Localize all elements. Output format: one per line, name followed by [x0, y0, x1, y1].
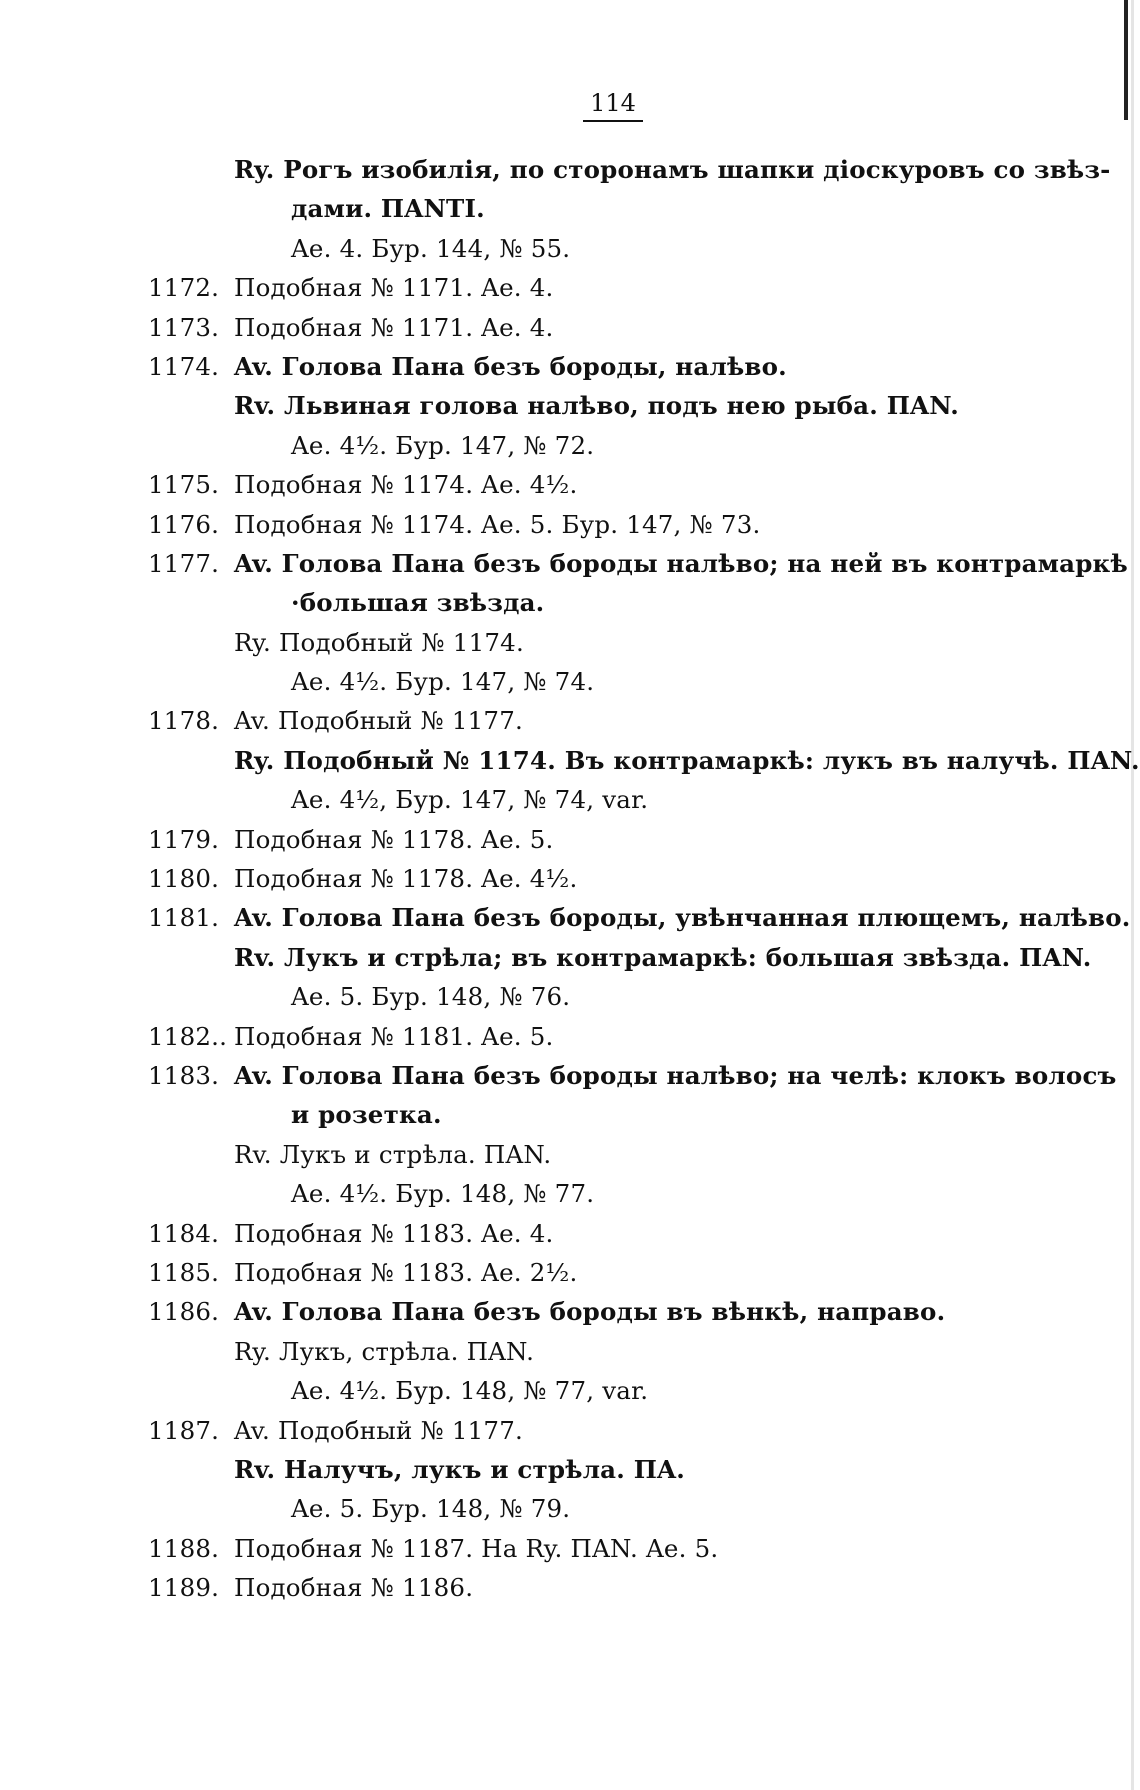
- entry-text: Ae. 5. Бур. 148, № 79.: [291, 1494, 571, 1524]
- entry-text: Ae. 4½. Бур. 147, № 74.: [291, 667, 595, 697]
- entry-text: Ry. Подобный № 1174.: [234, 627, 524, 657]
- entry-text: Подобная № 1171. Ae. 4.: [234, 273, 554, 303]
- catalog-line: [0, 583, 1140, 622]
- catalog-line: [0, 1056, 1140, 1095]
- catalog-line: [0, 505, 1140, 544]
- catalog-line: [0, 623, 1140, 662]
- page-number: 114: [590, 89, 636, 117]
- entry-text: Подобная № 1183. Ae. 4.: [234, 1218, 554, 1248]
- catalog-line: [0, 1332, 1140, 1371]
- entry-text: дами. ПANTI.: [291, 194, 485, 224]
- catalog-line: [0, 1017, 1140, 1056]
- catalog-line: [0, 662, 1140, 701]
- entry-text: Ae. 4½. Бур. 148, № 77.: [291, 1179, 595, 1209]
- entry-number: 1179.: [148, 824, 220, 854]
- catalog-line: [0, 898, 1140, 937]
- entry-text: Подобная № 1187. На Ry. ПAN. Ae. 5.: [234, 1533, 719, 1563]
- entry-number: 1173.: [148, 312, 220, 342]
- entry-text: Av. Голова Пана безъ бороды налѣво; на ней въ контрамаркѣ: [234, 548, 1128, 578]
- entry-text: Ae. 5. Бур. 148, № 76.: [291, 982, 571, 1012]
- entry-text: Rv. Налучъ, лукъ и стрѣла. ПA.: [234, 1454, 685, 1484]
- entry-text: Ae. 4½. Бур. 148, № 77, var.: [291, 1376, 649, 1406]
- entry-text: Ae. 4½, Бур. 147, № 74, var.: [291, 785, 649, 815]
- entry-text: Подобная № 1181. Ae. 5.: [234, 1021, 554, 1051]
- catalog-line: [0, 1174, 1140, 1213]
- entry-number: 1188.: [148, 1533, 220, 1563]
- catalog-line: [0, 426, 1140, 465]
- page-edge-mark: [1124, 0, 1128, 120]
- entry-text: Ae. 4½. Бур. 147, № 72.: [291, 430, 595, 460]
- entry-text: Rv. Лукъ и стрѣла. ПAN.: [234, 1139, 552, 1169]
- catalog-line: [0, 229, 1140, 268]
- entry-text: Ry. Подобный № 1174. Въ контрамаркѣ: лукъ въ налучѣ. ПAN.: [234, 745, 1140, 775]
- entry-text: Ae. 4. Бур. 144, № 55.: [291, 233, 571, 263]
- catalog-line: [0, 544, 1140, 583]
- catalog-line: [0, 1450, 1140, 1489]
- entry-number: 1182..: [148, 1021, 228, 1051]
- catalog-line: [0, 1292, 1140, 1331]
- entry-text: Av. Голова Пана безъ бороды, увѣнчанная плющемъ, налѣво.: [234, 903, 1131, 933]
- entry-number: 1177.: [148, 548, 220, 578]
- catalog-line: [0, 1489, 1140, 1528]
- catalog-line: [0, 1253, 1140, 1292]
- entry-text: Подобная № 1178. Ae. 4½.: [234, 864, 578, 894]
- entry-text: и розетка.: [291, 1100, 442, 1130]
- entry-number: 1175.: [148, 470, 220, 500]
- entry-text: Подобная № 1174. Ae. 4½.: [234, 470, 578, 500]
- catalog-line: [0, 465, 1140, 504]
- entry-number: 1181.: [148, 903, 220, 933]
- page-number-rule: [583, 120, 643, 122]
- entry-text: Av. Голова Пана безъ бороды въ вѣнкѣ, направо.: [234, 1297, 946, 1327]
- catalog-text: [0, 150, 1140, 1607]
- entry-number: 1174.: [148, 351, 220, 381]
- entry-number: 1184.: [148, 1218, 220, 1248]
- catalog-line: [0, 780, 1140, 819]
- entry-text: Av. Подобный № 1177.: [234, 706, 523, 736]
- entry-number: 1183.: [148, 1060, 220, 1090]
- entry-number: 1185.: [148, 1257, 220, 1287]
- entry-text: Подобная № 1171. Ae. 4.: [234, 312, 554, 342]
- catalog-line: [0, 150, 1140, 189]
- entry-text: Av. Голова Пана безъ бороды, налѣво.: [234, 351, 787, 381]
- catalog-line: [0, 701, 1140, 740]
- entry-text: Rv. Лукъ и стрѣла; въ контрамаркѣ: большая звѣзда. ПAN.: [234, 942, 1092, 972]
- entry-text: Подобная № 1183. Ae. 2½.: [234, 1257, 578, 1287]
- catalog-line: [0, 1095, 1140, 1134]
- catalog-line: [0, 938, 1140, 977]
- catalog-line: [0, 386, 1140, 425]
- entry-text: ·большая звѣзда.: [291, 588, 545, 618]
- entry-text: Rv. Львиная голова налѣво, подъ нею рыба. ПAN.: [234, 391, 960, 421]
- catalog-line: [0, 1371, 1140, 1410]
- entry-number: 1180.: [148, 864, 220, 894]
- catalog-line: [0, 741, 1140, 780]
- catalog-line: [0, 1411, 1140, 1450]
- catalog-line: [0, 189, 1140, 228]
- catalog-line: [0, 347, 1140, 386]
- entry-text: Ry. Рогъ изобилія, по сторонамъ шапки діоскуровъ со звѣз-: [234, 155, 1111, 184]
- catalog-line: [0, 308, 1140, 347]
- entry-number: 1186.: [148, 1297, 220, 1327]
- entry-text: Подобная № 1186.: [234, 1573, 474, 1603]
- entry-number: 1187.: [148, 1415, 220, 1445]
- entry-text: Подобная № 1178. Ae. 5.: [234, 824, 554, 854]
- entry-number: 1189.: [148, 1573, 220, 1603]
- entry-text: Подобная № 1174. Ae. 5. Бур. 147, № 73.: [234, 509, 761, 539]
- entry-text: Av. Подобный № 1177.: [234, 1415, 523, 1445]
- entry-number: 1172.: [148, 273, 220, 303]
- entry-text: Av. Голова Пана безъ бороды налѣво; на челѣ: клокъ волосъ: [234, 1060, 1117, 1090]
- entry-text: Ry. Лукъ, стрѣла. ПAN.: [234, 1336, 535, 1366]
- catalog-line: [0, 1568, 1140, 1607]
- catalog-line: [0, 1214, 1140, 1253]
- catalog-line: [0, 820, 1140, 859]
- catalog-line: [0, 977, 1140, 1016]
- catalog-line: [0, 1529, 1140, 1568]
- catalog-line: [0, 268, 1140, 307]
- catalog-line: [0, 1135, 1140, 1174]
- entry-number: 1178.: [148, 706, 220, 736]
- entry-number: 1176.: [148, 509, 220, 539]
- catalog-line: [0, 859, 1140, 898]
